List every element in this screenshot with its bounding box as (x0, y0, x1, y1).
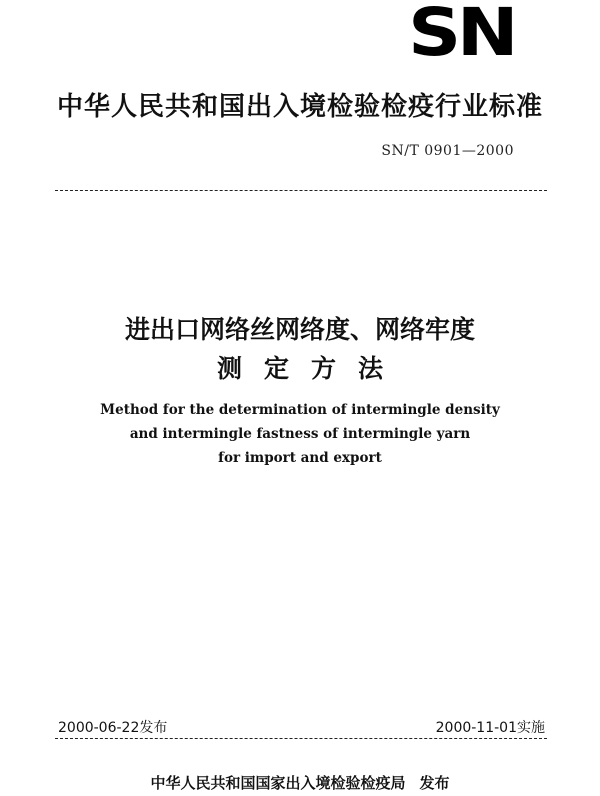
implementation-date: 2000-11-01实施 (435, 720, 545, 736)
publisher-name: 中华人民共和国国家出入境检验检疫局 (150, 774, 406, 792)
issue-date: 2000-06-22发布 (58, 720, 168, 736)
title-chinese-line-2: 测定方法 (216, 354, 405, 383)
title-chinese-line-1: 进出口网络丝网络度、网络牢度 (124, 315, 475, 344)
title-english-line-3: for import and export (218, 450, 382, 466)
title-english-line-2: and intermingle fastness of intermingle yarn (129, 426, 471, 442)
publisher-line (0, 772, 600, 793)
header-divider (55, 190, 547, 191)
footer-divider (55, 738, 547, 739)
organization-header: 中华人民共和国出入境检验检疫行业标准 (56, 92, 543, 122)
standard-code: SN/T 0901—2000 (381, 143, 514, 159)
title-english-line-1: Method for the determination of intermingle density (100, 402, 500, 418)
sn-logo: SN (408, 0, 515, 71)
publisher-action: 发布 (419, 774, 450, 792)
